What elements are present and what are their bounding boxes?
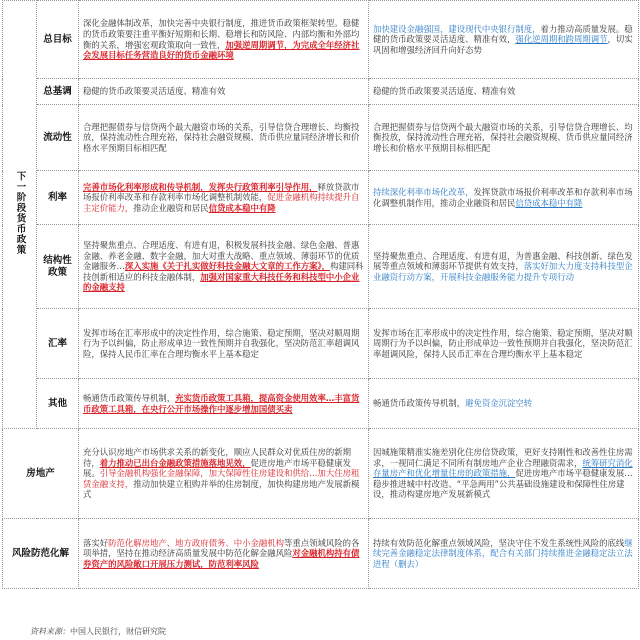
current-report-text <box>369 225 639 309</box>
previous-report-text <box>79 379 369 429</box>
text-segment: 稳健的货币政策要灵活适度、精准有效 <box>373 86 516 97</box>
main-category-text: 下一阶段货币政策 <box>14 170 26 255</box>
text-segment: 发挥市场在汇率形成中的决定性作用，综合施策、稳定预期，坚决对顺周期行为予以纠偏，防止形成单边一致性预期并自我强化，坚决防范汇率超调风险，保持人民币汇率在合理均衡水平上基本稳定 <box>373 327 633 359</box>
text-segment: 持续深化利率市场化改革， <box>373 186 474 197</box>
text-segment: 着力推动高质量发展。稳健的货币政策要灵活适度、精准有效， <box>373 23 633 45</box>
text-segment: 深入实施《关于扎实做好科技金融大文章的工作方案》， <box>124 261 331 272</box>
previous-report-text <box>79 171 369 225</box>
text-segment: 发挥市场在汇率形成中的决定性作用，综合施策、稳定预期，坚决对顺周期行为予以纠偏，防止形成单边一致性预期并自我强化，坚决防范汇率超调风险，保持人民币汇率在合理均衡水平上基本稳定 <box>83 327 360 359</box>
current-report-text <box>369 79 639 105</box>
previous-report-text <box>79 429 369 519</box>
table-row <box>3 519 639 589</box>
text-segment: 畅通货币政策传导机制， <box>373 398 466 409</box>
table-row <box>3 225 639 309</box>
row-label: 其他 <box>37 379 79 429</box>
text-segment: 持续有效防范化解重点领域风险，坚决守住不发生系统性风险的底线 <box>373 537 625 548</box>
text-segment: 合理把握债券与信贷两个最大融资市场的关系，引导信贷合理增长、均衡投放，保持流动性合理充裕，保持社会融资规模、货币供应量同经济增长和价格水平预期目标相匹配 <box>83 121 360 153</box>
text-segment: 加快建设金融强国，建设现代中央银行制度， <box>373 23 541 34</box>
text-segment: 因城施策精准实施差别化住房信贷政策，更好支持刚性和改善性住房需求，一视同仁满足不同所有制房地产企业合理融资需求， <box>373 447 633 468</box>
text-segment: 落实好加大力度支持科技型企业融资行动方案，开展科技金融服务能力提升专项行动 <box>373 261 633 282</box>
table-row <box>3 309 639 379</box>
text-segment: 加强对国家重大科技任务和科技型中小企业的金融支持 <box>83 271 360 293</box>
text-segment: 避免资金沉淀空转 <box>465 398 533 409</box>
text-segment: 继续完善金融稳定法律制度体系，配合有关部门持续推进金融稳定法立法进程（删去） <box>373 537 633 569</box>
text-segment: 充实货币政策工具箱，提高资金使用效率…丰富货币政策工具箱，在央行公开市场操作中逐步增加国债买卖 <box>83 392 360 414</box>
table-row <box>3 105 639 171</box>
text-segment: 合理把握债券与信贷两个最大融资市场的关系，引导信贷合理增长、均衡投放，保持流动性合理充裕，保持社会融资规模、货币供应量同经济增长和价格水平预期目标相匹配 <box>373 121 633 153</box>
text-segment: 统筹研究消化存量房产和优化增量住房的政策措施， <box>373 457 633 479</box>
text-segment: 等重点领域风险的各项举措，坚持在推动经济高质量发展中防范化解金融风险 <box>83 537 360 559</box>
current-report-text <box>369 309 639 379</box>
current-report-text <box>369 1 639 79</box>
row-label: 房地产 <box>3 429 79 519</box>
text-segment: 信贷成本稳中有降 <box>515 197 583 208</box>
text-segment: 促进房地产市场平稳健康发展。 <box>83 457 351 479</box>
table-row <box>3 379 639 429</box>
current-report-text <box>369 105 639 171</box>
text-segment: 促进金融机构持续提升自主定价能力， <box>83 192 360 213</box>
row-label: 总基调 <box>37 79 79 105</box>
text-segment: 着力推动已出台金融政策措施落地见效， <box>99 457 251 468</box>
text-segment: 推动企业融资和居民 <box>133 202 209 213</box>
table-row <box>3 171 639 225</box>
row-label: 汇率 <box>37 309 79 379</box>
text-segment: 稳健的货币政策要灵活适度、精准有效 <box>83 86 226 97</box>
text-segment: 促进房地产市场平稳健康发展…稳步推进城中村改造、“平急两用”公共基础设施建设和保障性住房建设，推动构建房地产发展新模式 <box>373 468 633 500</box>
text-segment: 加强逆周期调节，为完成全年经济社会发展目标任务营造良好的货币金融环境 <box>83 39 360 61</box>
previous-report-text <box>79 79 369 105</box>
text-segment: 推动加快建立租购并举的住房制度，加快构建房地产发展新模式 <box>83 478 360 500</box>
text-segment: 释放贷款市场报价利率改革和存款利率市场化调整机制效能， <box>83 181 360 203</box>
text-segment: 对金融机构持有债券资产的风险敞口开展压力测试，防范利率风险 <box>83 548 360 569</box>
previous-report-text <box>79 105 369 171</box>
text-segment: 坚持聚焦重点、合理适度、有进有退，积极发展科技金融、绿色金融、普惠金融、养老金融、数字金融，加大对重大战略、重点领域、薄弱环节的优质金融服务… <box>83 240 360 272</box>
main-category-label <box>3 1 37 429</box>
current-report-text <box>369 519 639 589</box>
text-segment: 深化金融体制改革，加快完善中央银行制度，推进货币政策框架转型。稳健的货币政策要注重平衡好短期和长期、稳增长和防风险、内部均衡和外部均衡的关系，增强宏观政策取向一致性， <box>83 18 360 50</box>
source-note <box>30 626 166 637</box>
row-label: 结构性政策 <box>37 225 79 309</box>
text-segment: 防范化解房地产、地方政府债务、中小金融机构 <box>108 537 284 548</box>
text-segment: 畅通货币政策传导机制， <box>83 392 176 403</box>
row-label: 利率 <box>37 171 79 225</box>
table-row <box>3 429 639 519</box>
previous-report-text <box>79 225 369 309</box>
text-segment: 发挥贷款市场报价利率改革和存款利率市场化调整机制作用，推动企业融资和居民 <box>373 186 633 208</box>
table-row <box>3 1 639 79</box>
current-report-text <box>369 379 639 429</box>
text-segment: 强化逆周期和跨周期调节 <box>515 34 608 45</box>
previous-report-text <box>79 519 369 589</box>
current-report-text <box>369 171 639 225</box>
text-segment: 落实好 <box>83 537 109 548</box>
previous-report-text <box>79 309 369 379</box>
text-segment: 坚持聚焦重点、合理适度、有进有退，为普惠金融、科技创新、绿色发展等重点领域和薄弱环节提供有效支持， <box>373 250 633 272</box>
text-segment: 引导金融机构强化金融保障，加大保障性住房建设和供给…加大住房租赁金融支持， <box>83 468 360 489</box>
previous-report-text <box>79 1 369 79</box>
row-label: 流动性 <box>37 105 79 171</box>
source-label: 资料来源： <box>30 627 70 636</box>
text-segment: 完善市场化利率形成和传导机制，发挥央行政策利率引导作用， <box>83 181 318 192</box>
source-text: 中国人民银行，财信研究院 <box>70 627 166 636</box>
policy-comparison-table <box>2 0 639 589</box>
row-label: 总目标 <box>37 1 79 79</box>
text-segment: 充分认识房地产市场供求关系的新变化，顺应人民群众对优质住房的新期待， <box>83 447 351 468</box>
current-report-text <box>369 429 639 519</box>
text-segment: 信贷成本稳中有降 <box>208 202 276 213</box>
text-segment: 构建同科技创新相适应的科技金融体制， <box>83 261 364 282</box>
row-label: 风险防范化解 <box>3 519 79 589</box>
table-row <box>3 79 639 105</box>
text-segment: ，切实巩固和增强经济回升向好态势 <box>373 34 633 55</box>
